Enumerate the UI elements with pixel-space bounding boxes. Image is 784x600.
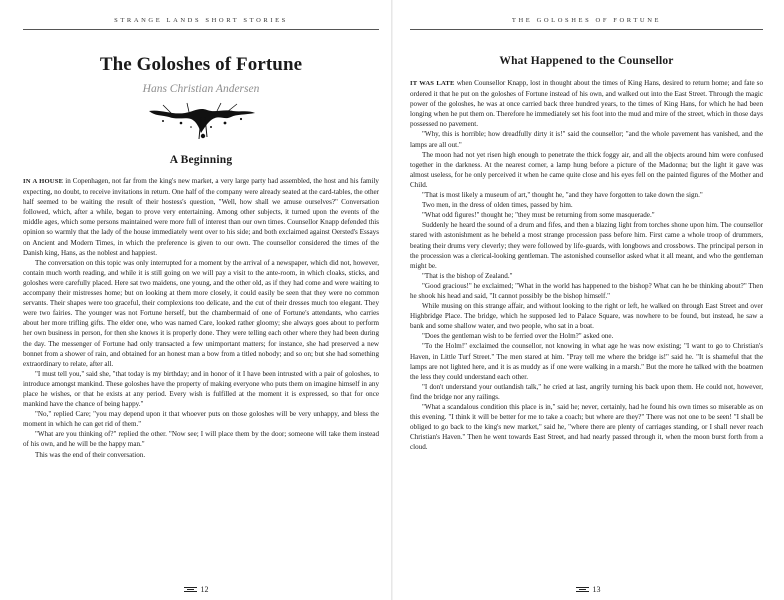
- body-text-right: [410, 78, 763, 452]
- story-title: The Goloshes of Fortune: [99, 54, 303, 75]
- lead-in: IN A HOUSE: [23, 178, 64, 185]
- paragraph: [410, 78, 763, 129]
- paragraph: "No," replied Care; "you may depend upon it that whoever puts on those goloshes will be very unhappy, and bless the moment in which he can get rid of them.": [23, 410, 379, 429]
- paragraph: "What a scandalous condition this place is in," said he; never, certainly, had he found his own times so miserable as on this evening. "I think it will be better for me to take a coach; but where are they?" There was not one to be seen! "I shall be obliged to go back to the king's new market," said he, "where there are plenty of carriages standing, or I shall never reach Christian's Haven." Then he went towards East Street, and had nearly passed through it, when the moon burst forth from a cloud.: [410, 403, 763, 452]
- paragraph: This was the end of their conversation.: [35, 450, 146, 459]
- folio-ornament-icon: [184, 587, 197, 592]
- paragraph: "What odd figures!" thought he; "they must be returning from some masquerade.": [422, 211, 655, 220]
- paragraph: "Good gracious!" he exclaimed; "What in the world has happened to the bishop? What can he be thinking about?" Then he shook his head and said, "It cannot possibly be the bishop himself.": [410, 281, 763, 300]
- page-number-right: [392, 585, 784, 594]
- page-number: 13: [592, 585, 601, 594]
- paragraph: While musing on this strange affair, and without looking to the right or left, he walked on through East Street and over Highbridge Place. The bridge, which he supposed led to Palace Square, was nowhere to be found, but instead, he saw a bank and some shallow water, and two people, who sat in a boat.: [410, 302, 763, 331]
- lead-in: IT WAS LATE: [410, 80, 455, 87]
- paragraph-text: in Copenhagen, not far from the king's new market, a very large party had assembled, the host and his family expecting, no doubt, to receive invitations in return. One half of the company were already seated at the card-tables, the other half seemed to be waiting the result of their hostess's question, "Well, how shall we amuse ourselves?" Conversation followed, which, after a while, began to prove very entertaining. Among other subjects, it turned upon the events of the middle ages, which some persons maintained were more full of interest than our own times. Counsellor Knapp defended this opinion so warmly that the lady of the house immediately went over to his side; and both exclaimed against Oersted's Essays on Ancient and Modern Times, in which the preference is given to our own. The counsellor considered the times of the Danish king, Hans, as the noblest and happiest.: [23, 177, 379, 257]
- running-head-left: STRANGE LANDS SHORT STORIES: [114, 17, 288, 24]
- paragraph: "Does the gentleman wish to be ferried over the Holm?" asked one.: [422, 332, 614, 341]
- folio-ornament-icon: [576, 587, 589, 592]
- running-head-right: THE GOLOSHES OF FORTUNE: [511, 17, 662, 24]
- paragraph-text: when Counsellor Knapp, lost in thought about the times of King Hans, desired to return home; and fate so ordered it that he put on the goloshes of Fortune instead of his own, and walked out into the East Street. Through the magic power of the goloshes, he was at once carried back three hundred years, to the times of King Hans, for which he had been longing when he put them on. Therefore he immediately set his foot into the mud and mire of the street, which in those days possessed no pavement.: [410, 79, 763, 129]
- paragraph: [23, 176, 379, 258]
- header-rule-left: [23, 29, 379, 30]
- ink-splatter-ornament-icon: [141, 101, 261, 141]
- paragraph: "What are you thinking of?" replied the other. "Now see; I will place them by the door; someone will take them instead of his own, and he will be the happy man.": [23, 430, 379, 449]
- page-number: 12: [200, 585, 209, 594]
- paragraph: "Why, this is horrible; how dreadfully dirty it is!" said the counsellor; "and the whole pavement has vanished, and the lamps are all out.": [410, 130, 763, 149]
- header-rule-right: [410, 29, 763, 30]
- paragraph: Two men, in the dress of olden times, passed by him.: [422, 201, 573, 210]
- paragraph: "I must tell you," said she, "that today is my birthday; and in honor of it I have been intrusted with a pair of goloshes, to introduce amongst mankind. These goloshes have the property of making everyone who puts them on imagine himself in any place he wishes, or that he exists at any period. Every wish is fulfilled at the moment it is expressed, so that for once mankind have the chance of being happy.": [23, 369, 379, 409]
- paragraph: "That is most likely a museum of art," thought he, "and they have forgotten to take down the sign.": [422, 191, 703, 200]
- paragraph: "That is the bishop of Zealand.": [422, 271, 513, 280]
- section-title-counsellor: What Happened to the Counsellor: [499, 55, 674, 67]
- paragraph: The conversation on this topic was only interrupted for a moment by the arrival of a newspaper, which did not, however, contain much worth reading, and while it is still going on we will pay a visit to the ante-room, in which cloaks, sticks, and goloshes were carefully placed. Here sat two maidens, one young, and the other old, as if they had come and were waiting to accompany their mistresses home; but on looking at them more closely, it could easily be seen that they were no common servants. Their shapes were too graceful, their complexions too delicate, and the cut of their dresses much too elegant. They were two fairies. The younger was not Fortune herself, but the chambermaid of one of Fortune's attendants, who carries about her more trifling gifts. The elder one, who was named Care, looked rather gloomy; she always goes about to perform her own business in person, for then she knows it is properly done. They were telling each other where they had been during the day. The messenger of Fortune had only transacted a few unimportant matters; for instance, she had preserved a new bonnet from a shower of rain, and obtained for an honest man a bow from a titled nobody; and so on; but she had something extraordinary to relate, after all.: [23, 258, 379, 368]
- body-text-left: [23, 176, 379, 460]
- right-page: [392, 0, 784, 600]
- paragraph: "To the Holm!" exclaimed the counsellor, not knowing in what age he was now existing; "I want to go to Christian's Haven, in Little Turf Street." The men stared at him. "Pray tell me where the bridge is!" said he. "It is shameful that the lamps are not lighted here, and it is as muddy as if one were walking in a marsh." But the more he talked with the boatmen the less they could understand each other.: [410, 342, 763, 381]
- section-title-beginning: A Beginning: [169, 154, 233, 166]
- paragraph: "I don't understand your outlandish talk," he cried at last, angrily turning his back upon them. He could not, however, find the bridge nor any railings.: [410, 382, 763, 401]
- paragraph: Suddenly he heard the sound of a drum and fifes, and then a blazing light from torches shone upon him. The counsellor stared with astonishment as he beheld a most strange procession pass before him. First came a whole troop of drummers, beating their drums very cleverly; they were followed by life-guards, with longbows and crossbows. The principal person in the procession was a clerical-looking gentleman. The astonished counsellor asked what it all meant, and who the gentleman might be.: [410, 221, 763, 270]
- author-name: Hans Christian Andersen: [142, 83, 260, 95]
- paragraph: The moon had not yet risen high enough to penetrate the thick foggy air, and all the objects around him were confused together in the darkness. At the nearest corner, a lamp hung before a picture of the Madonna; but the light it gave was almost useless, for he only perceived it when he came quite close and his eyes fell on the painted figures of the Mother and Child.: [410, 150, 763, 189]
- page-number-left: [0, 585, 392, 594]
